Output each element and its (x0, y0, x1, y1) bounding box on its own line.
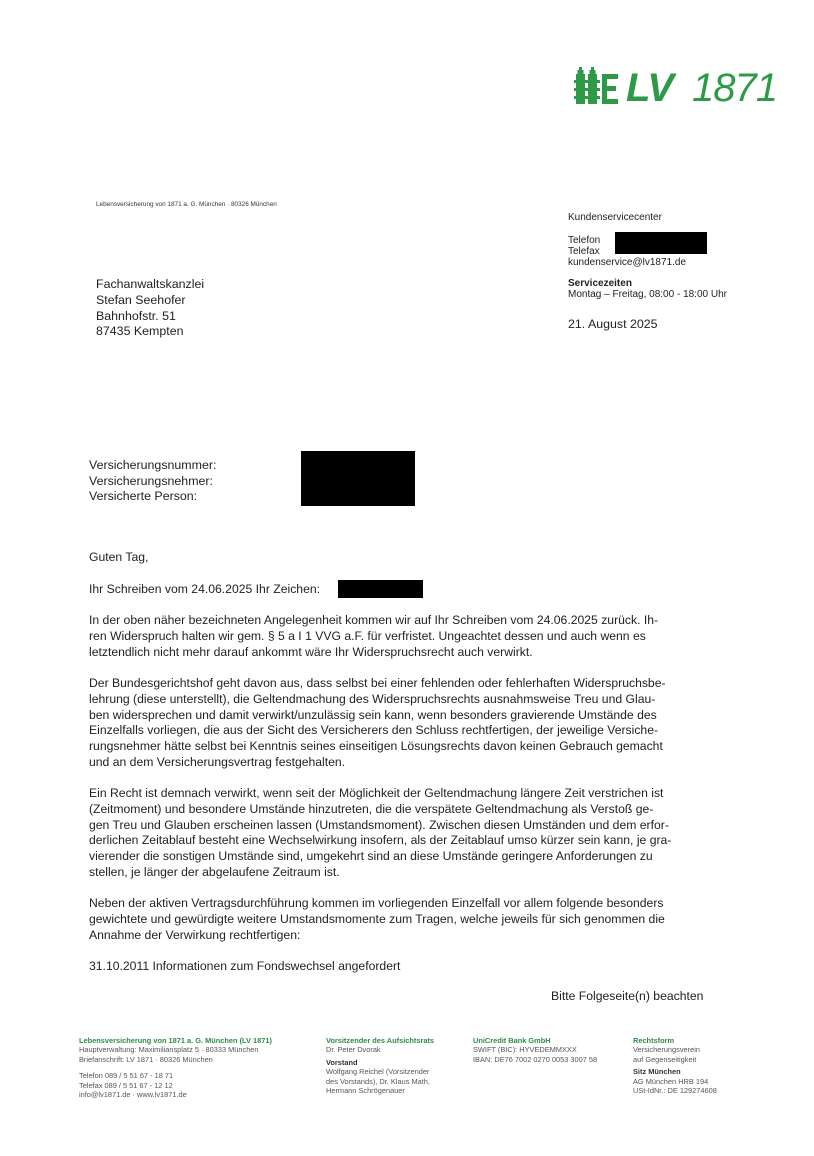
recipient-line: Bahnhofstr. 51 (96, 308, 176, 323)
footer-board (326, 1036, 434, 1095)
lv1871-logo (574, 66, 777, 110)
paragraph-4 (89, 896, 719, 943)
recipient-address (96, 277, 204, 340)
policy-number-label: Versicherungsnummer: (89, 458, 217, 472)
footer-bank (473, 1036, 597, 1064)
footer-line: Versicherungsverein (633, 1045, 700, 1055)
text-line: gen Treu und Glauben erscheinen lassen (Umstandsmoment). Zwischen diesen Umständen und dem erfor- (89, 817, 669, 832)
footer-line: Hauptverwaltung: Maximiliansplatz 5 · 80333 München (79, 1045, 259, 1055)
logo-year-text: 1871 (692, 66, 777, 110)
sender-return-line: Lebensversicherung von 1871 a. G. München · 80326 München (96, 201, 277, 208)
service-hours: Montag – Freitag, 08:00 - 18:00 Uhr (568, 289, 727, 300)
logo-lv-text: LV (626, 66, 673, 110)
footer-legal (633, 1036, 717, 1095)
follow-page-note: Bitte Folgeseite(n) beachten (551, 989, 704, 1003)
text-line: ren Widerspruch halten wir gem. § 5 a I 1 VVG a.F. für verfristet. Ungeachtet dessen und auch wenn es (89, 628, 646, 643)
fax-label: Telefax (568, 246, 600, 257)
text-line: Annahme der Verwirkung rechtfertigen: (89, 927, 301, 942)
footer-line: AG München HRB 194 (633, 1076, 709, 1086)
footer-line: info@lv1871.de · www.lv1871.de (79, 1090, 187, 1100)
footer-line: Telefax 089 / 5 51 67 - 12 12 (79, 1080, 173, 1090)
list-item: 31.10.2011 Informationen zum Fondswechsel angefordert (89, 959, 401, 973)
footer-heading: Rechtsform (633, 1036, 675, 1045)
recipient-line: Fachanwaltskanzlei (96, 277, 205, 291)
footer-company (79, 1036, 272, 1099)
footer-line: auf Gegenseitigkeit (633, 1054, 697, 1064)
greeting: Guten Tag, (89, 550, 149, 564)
text-line: Neben der aktiven Vertragsdurchführung kommen im vorliegenden Einzelfall vor allem folgende besonders (89, 896, 664, 910)
paragraph-2 (89, 676, 719, 771)
hours-heading-text: Servicezeiten (568, 278, 632, 289)
paragraph-3 (89, 786, 719, 881)
footer-subheading: Vorstand (326, 1057, 358, 1067)
recipient-line: Stefan Seehofer (96, 292, 186, 307)
service-email[interactable]: kundenservice@lv1871.de (568, 257, 687, 268)
paragraph-1 (89, 613, 719, 660)
text-line: derlichen Zeitablauf besteht eine Wechselwirkung insofern, als der Zeitablauf umso kürzer sein kann, je gra- (89, 833, 672, 848)
footer-heading: UniCredit Bank GmbH (473, 1036, 551, 1045)
text-line: In der oben näher bezeichneten Angelegenheit kommen wir auf Ihr Schreiben vom 24.06.2025 zurück. Ih- (89, 613, 659, 627)
text-line: (Zeitmoment) und besondere Umstände hinzutreten, die die verspätete Geltendmachung als Verstoß ge- (89, 801, 654, 816)
text-line: Ein Recht ist demnach verwirkt, wenn seit der Möglichkeit der Geltendmachung längere Zeit verstrichen ist (89, 786, 664, 800)
insured-person-label: Versicherte Person: (89, 489, 198, 503)
building-icon (574, 66, 622, 106)
footer-line: SWIFT (BIC): HYVEDEMMXXX (473, 1045, 577, 1055)
footer-line: Telefon 089 / 5 51 67 - 18 71 (79, 1071, 174, 1081)
footer-heading: Lebensversicherung von 1871 a. G. München (LV 1871) (79, 1036, 272, 1045)
footer-line: Wolfgang Reichel (Vorsitzender (326, 1067, 430, 1077)
your-letter-line: Ihr Schreiben vom 24.06.2025 Ihr Zeichen: (89, 582, 321, 596)
text-line: Einzelfalls vorliegen, die aus der Sicht des Versicherers den Schluss rechtfertigen, der jeweilige Versiche- (89, 723, 659, 738)
footer-line: USt-IdNr.: DE 129274608 (633, 1086, 717, 1096)
service-title: Kundenservicecenter (568, 212, 662, 223)
footer-heading: Vorsitzender des Aufsichtsrats (326, 1036, 435, 1045)
footer-line: Dr. Peter Dvorak (326, 1045, 381, 1055)
footer-subheading: Sitz München (633, 1067, 681, 1077)
footer-line: IBAN: DE76 7002 0270 0053 3007 58 (473, 1054, 598, 1064)
letter-date: 21. August 2025 (568, 317, 658, 331)
footer-line: des Vorstands), Dr. Klaus Math, (326, 1076, 430, 1086)
recipient-line: 87435 Kempten (96, 324, 184, 339)
redaction-box (301, 451, 415, 506)
text-line: lehrung (diese unterstellt), die Geltendmachung des Widerspruchsrechts ausnahmsweise Treu und Glau- (89, 691, 656, 706)
policy-holder-label: Versicherungsnehmer: (89, 473, 213, 488)
text-line: und an dem Versicherungsvertrag festgehalten. (89, 754, 346, 769)
footer-line: Hermann Schrögenauer (326, 1086, 405, 1096)
redaction-box (615, 232, 707, 254)
text-line: vierender die sonstigen Umstände sind, umgekehrt sind an diese Umstände geringere Anforderungen zu (89, 849, 653, 864)
text-line: Der Bundesgerichtshof geht davon aus, dass selbst bei einer fehlenden oder fehlerhaften Widerspruchsbe- (89, 676, 666, 690)
text-line: letztendlich nicht mehr darauf ankommt wäre Ihr Widerspruchsrecht auch verwirkt. (89, 644, 533, 659)
text-line: stellen, je länger der abgelaufene Zeitraum ist. (89, 864, 340, 879)
phone-label: Telefon (568, 235, 601, 246)
redaction-box (338, 580, 423, 598)
text-line: ben widersprechen und damit verwirkt/unzulässig sein kann, wenn besonders gravierende Umstände des (89, 707, 657, 722)
text-line: gewichtete und gewürdigte weitere Umstandsmomente zum Tragen, welche jeweils für sich genommen die (89, 911, 665, 926)
footer-line: Briefanschrift: LV 1871 · 80326 München (79, 1054, 213, 1064)
text-line: rungsnehmer hätte selbst bei Kenntnis seines einseitigen Lösungsrechts davon keinen Gebrauch gemacht (89, 739, 663, 754)
reference-block (89, 458, 216, 505)
